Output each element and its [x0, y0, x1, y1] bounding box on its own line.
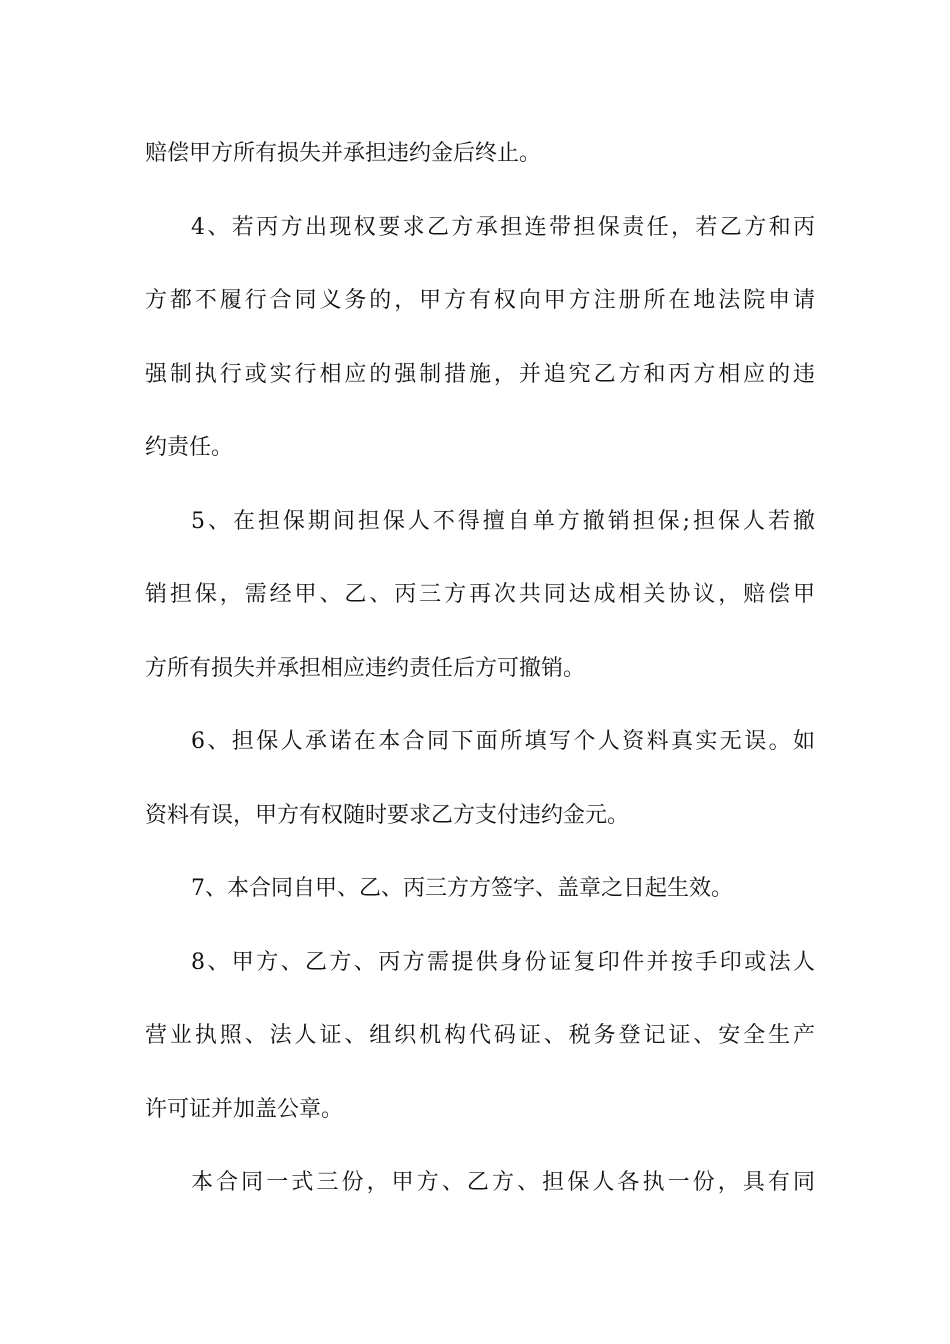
- text-line: 营业执照、法人证、组织机构代码证、税务登记证、安全生产: [145, 1023, 815, 1048]
- clause-7-line: 7、本合同自甲、乙、丙三方方签字、盖章之日起生效。: [191, 876, 733, 901]
- clause-5-line: 5、在担保期间担保人不得擅自单方撤销担保;担保人若撤: [191, 508, 815, 534]
- text-line: 方都不履行合同义务的，甲方有权向甲方注册所在地法院申请: [145, 288, 815, 313]
- text-line: 销担保，需经甲、乙、丙三方再次共同达成相关协议，赔偿甲: [145, 582, 815, 607]
- document-body: [145, 128, 815, 1231]
- text-line: 赔偿甲方所有损失并承担违约金后终止。: [145, 141, 542, 166]
- text-line: 约责任。: [145, 435, 234, 460]
- clause-8-line: 8、甲方、乙方、丙方需提供身份证复印件并按手印或法人: [191, 949, 815, 975]
- closing-paragraph-line: 本合同一式三份，甲方、乙方、担保人各执一份，具有同: [191, 1170, 815, 1195]
- text-line: 许可证并加盖公章。: [145, 1096, 344, 1122]
- text-line: 资料有误，甲方有权随时要求乙方支付违约金元。: [145, 802, 630, 828]
- text-line: 强制执行或实行相应的强制措施，并追究乙方和丙方相应的违: [145, 361, 815, 387]
- clause-4-line: 4、若丙方出现权要求乙方承担连带担保责任，若乙方和丙: [191, 214, 815, 240]
- text-line: 方所有损失并承担相应违约责任后方可撤销。: [145, 655, 586, 681]
- clause-6-line: 6、担保人承诺在本合同下面所填写个人资料真实无误。如: [191, 729, 815, 754]
